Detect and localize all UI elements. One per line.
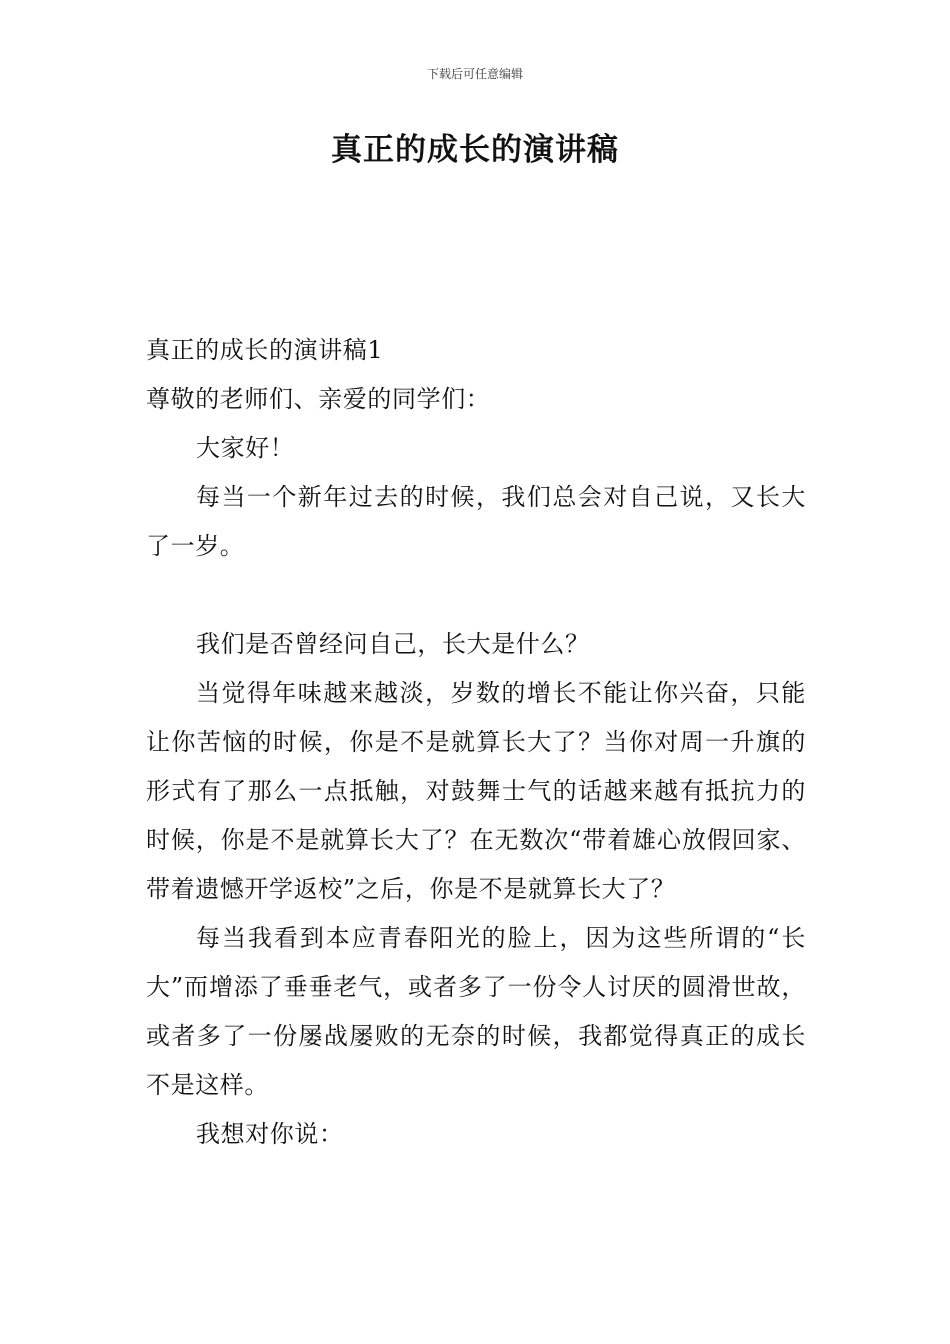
- section-subtitle: 真正的成长的演讲稿1: [146, 336, 384, 364]
- document-body: [146, 326, 806, 1159]
- paragraph-gap: [146, 571, 806, 620]
- salutation: 尊敬的老师们、亲爱的同学们：: [146, 385, 491, 413]
- paragraph-3: 当觉得年味越来越淡，岁数的增长不能让你兴奋，只能让你苦恼的时候，你是不是就算长大了？当你对周一升旗的形式有了那么一点抵触，对鼓舞士气的话越来越有抵抗力的时候，你是不是就算长大了？在无数次“带着雄心放假回家、带着遗憾开学返校”之后，你是不是就算长大了？: [146, 679, 806, 903]
- header-note: 下载后可任意编辑: [426, 67, 523, 81]
- document-title: 真正的成长的演讲稿: [331, 132, 619, 168]
- paragraph-1: 每当一个新年过去的时候，我们总会对自己说，又长大了一岁。: [146, 483, 806, 560]
- greeting: 大家好！: [196, 434, 295, 462]
- paragraph-2: 我们是否曾经问自己，长大是什么？: [196, 630, 590, 658]
- paragraph-5: 我想对你说：: [196, 1120, 344, 1148]
- paragraph-4: 每当我看到本应青春阳光的脸上，因为这些所谓的“长大”而增添了垂垂老气，或者多了一份令人讨厌的圆滑世故，或者多了一份屡战屡败的无奈的时候，我都觉得真正的成长不是这样。: [146, 924, 806, 1099]
